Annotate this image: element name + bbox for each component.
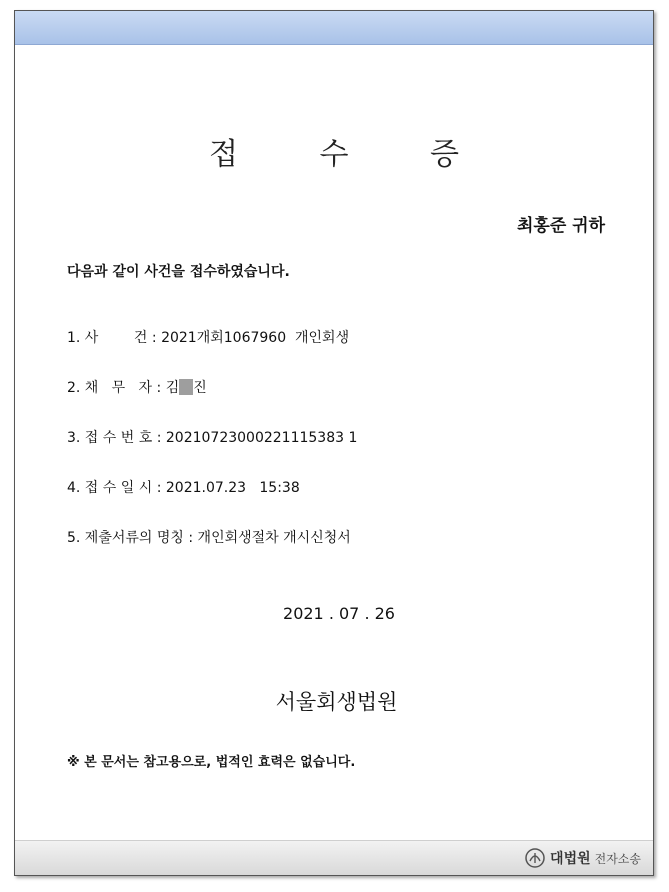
- court-logo: [524, 847, 641, 869]
- item-document-name: [67, 527, 351, 547]
- top-bar: [15, 11, 653, 45]
- item-label: 3. 접 수 번 호 :: [67, 430, 166, 446]
- issue-date: 2021 . 07 . 26: [283, 604, 395, 623]
- item-label: 1. 사 건 :: [67, 330, 162, 346]
- item-value: 20210723000221115383 1: [165, 430, 358, 446]
- court-name: 서울회생법원: [275, 690, 398, 714]
- recipient: 최홍준 귀하: [516, 216, 605, 236]
- item-value: 2021.07.23 15:38: [165, 480, 300, 496]
- document-frame: [14, 10, 654, 876]
- item-receipt-number: [67, 427, 357, 447]
- debtor-name-last: 진: [193, 380, 207, 396]
- debtor-name-first: 김: [165, 380, 180, 396]
- item-label: 2. 채 무 자 :: [67, 380, 166, 396]
- court-emblem-icon: [524, 847, 546, 869]
- item-value: 2021개회1067960 개인회생: [161, 330, 350, 346]
- disclaimer-note: ※ 본 문서는 참고용으로, 법적인 효력은 없습니다.: [67, 755, 356, 770]
- logo-sub-text: 전자소송: [594, 851, 641, 866]
- logo-main-text: 대법원: [550, 851, 591, 867]
- intro-text: 다음과 같이 사건을 접수하였습니다.: [67, 264, 290, 280]
- item-case: [67, 327, 349, 347]
- bottom-bar: [15, 840, 653, 875]
- redaction-box: [179, 379, 193, 395]
- item-value: 개인회생절차 개시신청서: [197, 530, 351, 546]
- document-title: 접 수 증: [208, 137, 495, 172]
- item-label: 4. 접 수 일 시 :: [67, 480, 166, 496]
- item-debtor: [67, 377, 207, 397]
- item-label: 5. 제출서류의 명칭 :: [67, 530, 198, 546]
- item-receipt-datetime: [67, 477, 300, 497]
